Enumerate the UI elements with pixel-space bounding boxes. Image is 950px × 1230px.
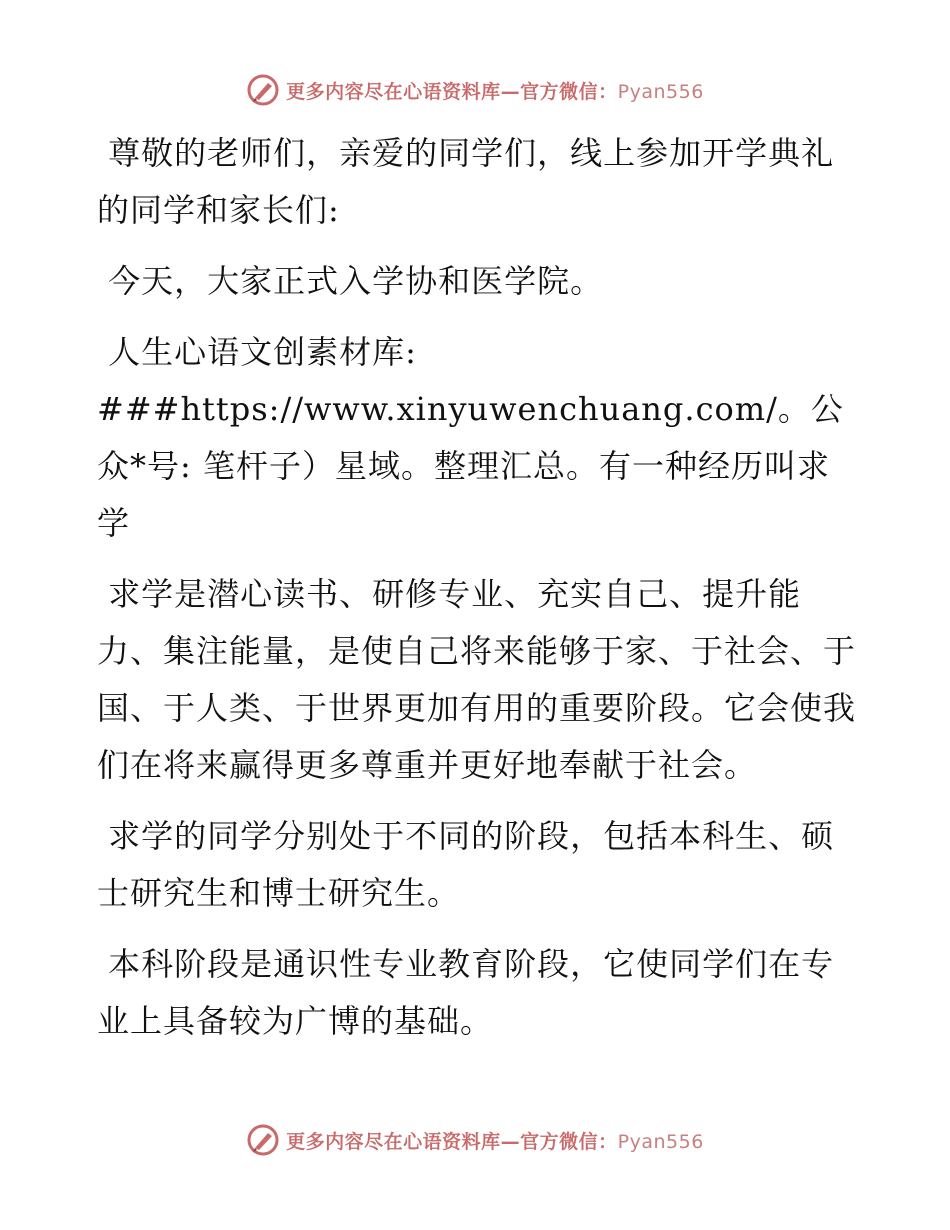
footer-watermark [0, 1120, 950, 1160]
paragraph-study: 求学是潜心读书、研修专业、充实自己、提升能力、集注能量，是使自己将来能够于家、于社会、于国、于人类、于世界更加有用的重要阶段。它会使我们在将来赢得更多尊重并更好地奉献于社会。 [97, 575, 857, 784]
pen-logo-icon [246, 73, 280, 107]
paragraph-undergrad: 本科阶段是通识性专业教育阶段，它使同学们在专业上具备较为广博的基础。 [97, 945, 835, 1040]
header-watermark [0, 70, 950, 110]
paragraph-stages: 求学的同学分别处于不同的阶段，包括本科生、硕士研究生和博士研究生。 [97, 817, 835, 912]
watermark-text: 更多内容尽在心语资料库—官方微信：Pyan556 [286, 80, 704, 103]
paragraph-greeting: 尊敬的老师们，亲爱的同学们，线上参加开学典礼的同学和家长们: [97, 134, 835, 229]
watermark-text: 更多内容尽在心语资料库—官方微信：Pyan556 [286, 1130, 704, 1153]
paragraph-intro: 今天，大家正式入学协和医学院。 [97, 262, 604, 300]
pen-logo-icon [246, 1123, 280, 1157]
paragraph-source: 人生心语文创素材库: ###https://www.xinyuwenchuang.com/。公众*号: 笔杆子）星域。整理汇总。有一种经历叫求学 [97, 333, 844, 542]
document-body [97, 125, 857, 1064]
